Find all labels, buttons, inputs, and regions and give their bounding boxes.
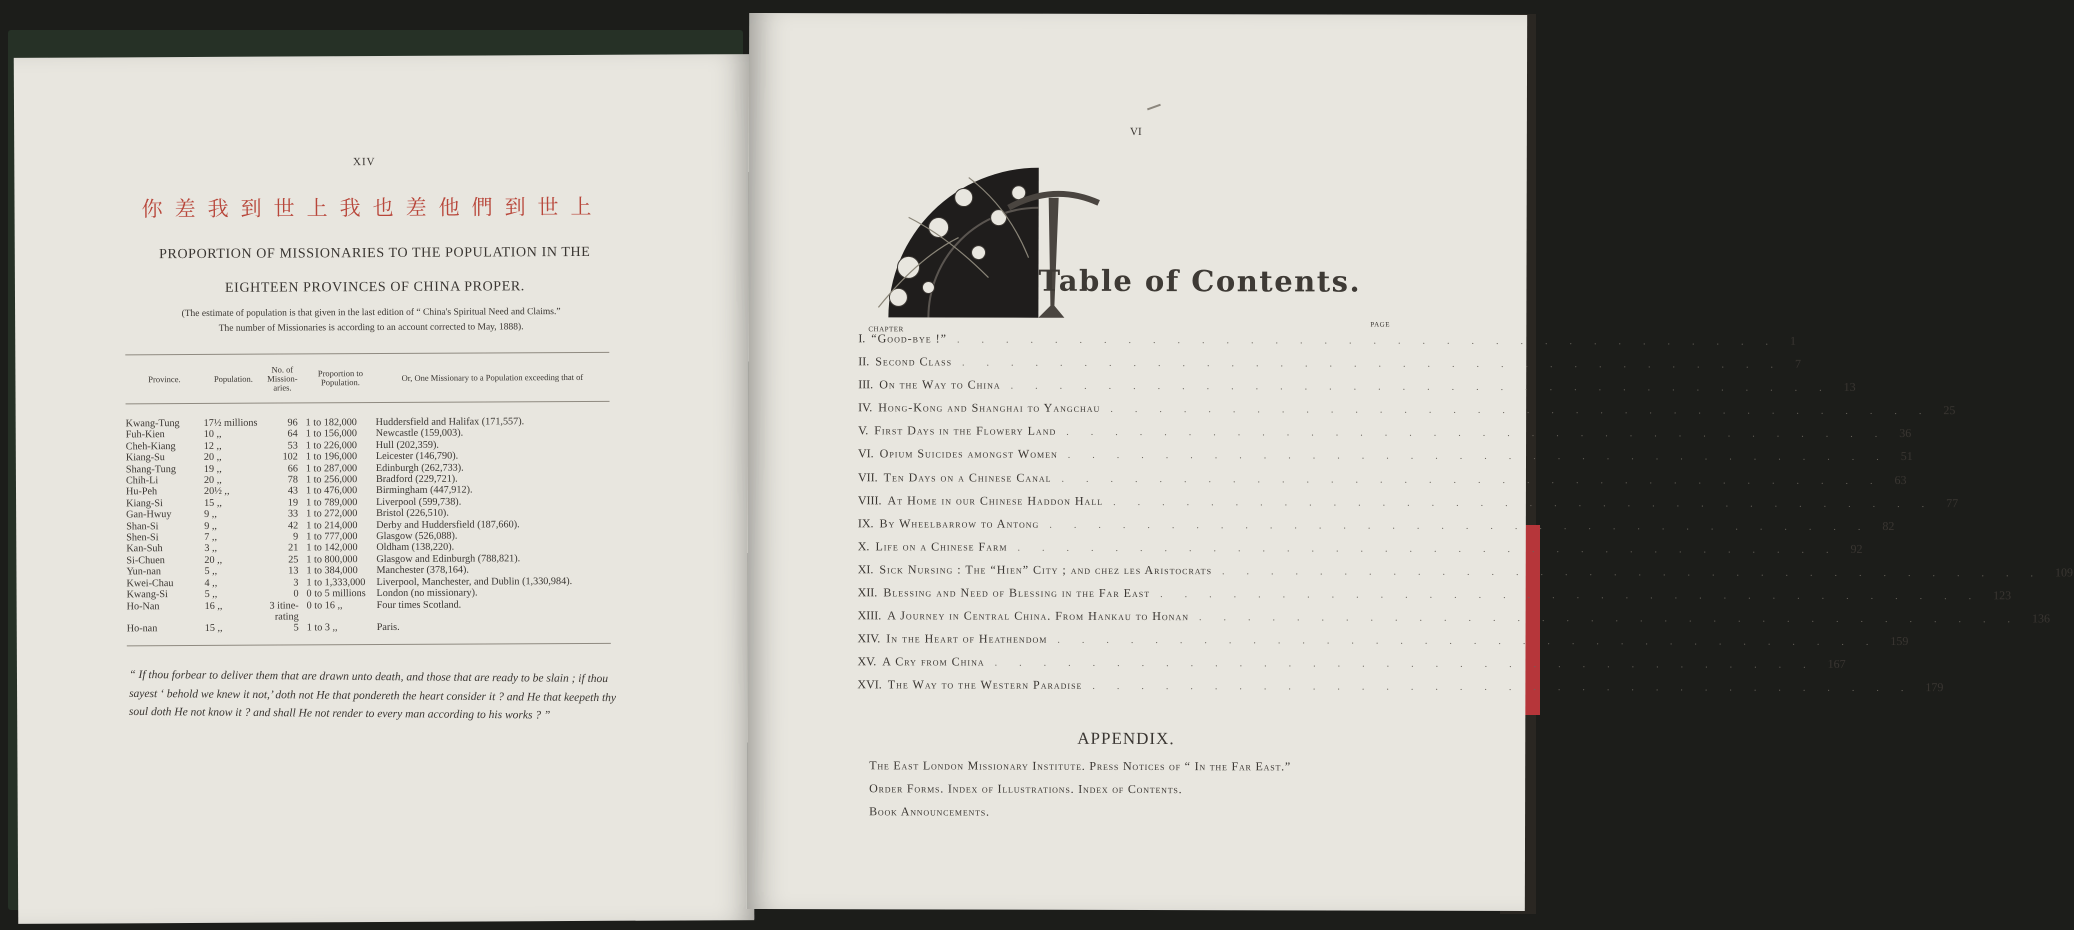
chapter-page: 77	[1946, 495, 1959, 510]
cell-proportion: 1 to 287,000	[305, 462, 358, 475]
page-number-left: XIV	[352, 156, 376, 169]
cell-comparison: Liverpool, Manchester, and Dublin (1,330,984).	[376, 575, 573, 588]
chapter-title: Hong-Kong and Shanghai to Yangchau	[878, 400, 1101, 416]
chapter-title: Life on a Chinese Farm	[875, 539, 1008, 554]
cell-province: Shang-Tung	[125, 463, 176, 475]
dot-leader: ..................................	[994, 657, 1828, 672]
dot-leader: ..................................	[1110, 404, 1944, 418]
cell-population: 9 ,,	[204, 520, 217, 532]
cell-proportion: 0 to 16 ,,	[306, 599, 343, 611]
cell-missionaries: 66	[287, 463, 298, 475]
cell-missionaries: 78	[287, 474, 298, 486]
chapter-page: 13	[1843, 380, 1856, 395]
cell-proportion: 1 to 196,000	[305, 451, 358, 463]
chapter-title: First Days in the Flowery Land	[874, 423, 1057, 439]
cell-population: 20½ ,,	[203, 486, 230, 498]
table-note-line1: (The estimate of population is that given in the last edition of “ China's Spiritual Need and Claims.”	[181, 307, 561, 320]
cell-population: 5 ,,	[204, 566, 218, 578]
toc-entry	[858, 446, 1913, 472]
cell-comparison: Four times Scotland.	[376, 599, 462, 611]
cell-proportion: 1 to 272,000	[306, 508, 358, 520]
table-note	[121, 305, 621, 338]
chapter-page: 36	[1899, 426, 1912, 441]
cell-comparison: Paris.	[376, 622, 400, 634]
cell-proportion: 0 to 5 millions	[306, 588, 366, 600]
chapter-number: VIII.	[857, 492, 882, 507]
cell-province: Kwei-Chau	[126, 577, 174, 590]
chapter-page: 7	[1795, 356, 1802, 371]
chapter-number: VII.	[857, 469, 878, 484]
dot-leader: ..................................	[1049, 519, 1883, 533]
chapter-title: Blessing and Need of Blessing in the Far East	[883, 585, 1151, 601]
cell-population: 15 ,,	[204, 497, 222, 509]
cell-province: Ho-nan	[126, 623, 158, 635]
cell-missionaries: 19	[287, 497, 299, 509]
table-rule-bottom	[127, 643, 611, 647]
cell-population: 15 ,,	[204, 623, 223, 635]
chapter-title: The Way to the Western Paradise	[887, 677, 1083, 693]
toc-entry	[857, 677, 1944, 703]
chapter-number: X.	[857, 539, 870, 554]
cell-comparison: Glasgow and Edinburgh (788,821).	[376, 553, 521, 565]
cell-missionaries: 33	[287, 508, 299, 520]
chapter-title: On the Way to China	[879, 377, 1001, 392]
chapter-title: Sick Nursing : The “Hien” City ; and chez les Aristocrats	[879, 562, 1213, 578]
cell-proportion: 1 to 476,000	[305, 485, 358, 497]
cell-proportion: 1 to 800,000	[306, 554, 358, 566]
cell-province: Chih-Li	[125, 475, 159, 487]
cell-comparison: Edinburgh (262,733).	[375, 462, 464, 474]
cell-comparison: Birmingham (447,912).	[375, 484, 473, 497]
chinese-inscription: 你差我到世上我也差他們到世上	[141, 194, 604, 222]
cell-population: 16 ,,	[204, 600, 223, 612]
cell-population: 7 ,,	[204, 531, 218, 544]
cell-comparison: Hull (202,359).	[375, 439, 439, 451]
toc-title: Table of Contents.	[1038, 263, 1362, 299]
cell-province: Kan-Suh	[126, 543, 163, 555]
cell-missionaries: 0	[293, 588, 299, 600]
cell-comparison: Bristol (226,510).	[376, 507, 449, 520]
chapter-page: 159	[1890, 634, 1909, 649]
cell-population: 20 ,,	[204, 554, 223, 566]
chapter-page: 136	[2031, 611, 2051, 626]
chapter-number: IV.	[858, 400, 873, 415]
cell-proportion: 1 to 256,000	[305, 474, 358, 486]
chapter-page: 51	[1900, 449, 1913, 464]
table-title-line1: PROPORTION OF MISSIONARIES TO THE POPULATION IN THE	[159, 244, 591, 263]
chapter-number: XIII.	[857, 608, 882, 623]
cell-comparison: London (no missionary).	[376, 587, 478, 600]
cell-proportion: 1 to 777,000	[306, 531, 358, 543]
cell-proportion: 1 to 214,000	[306, 519, 358, 532]
chapter-number: I.	[858, 331, 866, 346]
cell-province: Ho-Nan	[126, 600, 160, 612]
cell-missionaries: 3	[293, 577, 299, 589]
cell-missionaries: 64	[287, 428, 298, 440]
cell-population: 12 ,,	[203, 440, 222, 452]
cell-population: 10 ,,	[203, 429, 222, 441]
cell-proportion: 1 to 156,000	[305, 428, 357, 440]
dot-leader: ..................................	[1222, 566, 2056, 580]
cell-proportion: 1 to 384,000	[306, 565, 358, 577]
toc-entry	[858, 377, 1856, 402]
cell-province: Kiang-Si	[126, 498, 163, 510]
chapter-number: XI.	[857, 562, 874, 577]
cell-comparison: Huddersfield and Halifax (171,557).	[375, 416, 525, 429]
cell-comparison: Manchester (378,164).	[376, 564, 469, 577]
cell-proportion: 1 to 182,000	[305, 417, 357, 429]
cell-missionaries: 3 itine-rating	[269, 599, 299, 623]
chapter-number: XV.	[857, 654, 877, 669]
chapter-number: XVI.	[857, 677, 882, 692]
cell-population: 4 ,,	[204, 577, 218, 589]
cell-province: Kwang-Si	[126, 589, 168, 601]
dot-leader: ..................................	[1010, 380, 1844, 395]
cell-population: 3 ,,	[204, 543, 218, 555]
cell-province: Fuh-Kien	[125, 429, 165, 441]
toc-entry	[857, 654, 1846, 680]
chapter-page: 167	[1827, 657, 1846, 672]
dot-leader: ..................................	[1067, 450, 1901, 464]
chapter-title: A Cry from China	[882, 654, 985, 669]
missionary-table	[125, 352, 611, 646]
table-row	[127, 621, 611, 635]
toc-entry	[857, 516, 1895, 541]
cell-province: Cheh-Kiang	[125, 440, 176, 453]
dot-leader: ..................................	[1092, 681, 1926, 695]
cell-population: 9 ,,	[204, 509, 217, 521]
chapter-page: 179	[1925, 680, 1944, 695]
toc-entry	[858, 423, 1912, 449]
toc-entry	[858, 331, 1796, 356]
chapter-title: In the Heart of Heathendom	[886, 631, 1048, 646]
chapter-page: 1	[1789, 333, 1796, 348]
cell-missionaries: 13	[288, 565, 299, 577]
appendix-line-3: Book Announcements.	[869, 804, 990, 819]
cell-proportion: 1 to 1,333,000	[306, 576, 366, 589]
appendix-line-1: The East London Missionary Institute. Press Notices of “ In the Far East.”	[869, 758, 1292, 774]
cell-proportion: 1 to 3 ,,	[306, 622, 338, 634]
dot-leader: ..................................	[1113, 496, 1947, 510]
cell-population: 17½ millions	[203, 417, 258, 429]
toc-list	[857, 331, 2074, 702]
cell-population: 20 ,,	[203, 474, 222, 486]
cell-missionaries: 53	[287, 440, 298, 452]
toc-entry	[857, 631, 1909, 656]
cell-province: Hu-Peh	[125, 486, 158, 498]
header-missionaries: No. of Mission-aries.	[267, 363, 298, 393]
cell-comparison: Liverpool (599,738).	[376, 496, 462, 508]
chapter-title: Second Class	[875, 354, 953, 369]
chapter-page: 123	[1993, 588, 2012, 603]
cell-province: Si-Chuen	[126, 555, 165, 567]
chapter-title: By Wheelbarrow to Antong	[879, 516, 1040, 531]
cell-province: Kwang-Tung	[125, 418, 180, 430]
right-page	[747, 13, 2074, 911]
chapter-number: II.	[858, 354, 870, 369]
cell-comparison: Oldham (138,220).	[376, 542, 455, 554]
toc-entry	[857, 608, 2051, 633]
cell-province: Shen-Si	[126, 532, 159, 544]
chapter-page: 82	[1882, 518, 1895, 533]
chapter-number: V.	[858, 423, 869, 438]
cell-proportion: 1 to 789,000	[306, 496, 358, 509]
chapter-column-header: CHAPTER	[868, 325, 904, 334]
toc-entry	[857, 585, 2012, 610]
chapter-number: XIV.	[857, 631, 881, 646]
cell-province: Shan-Si	[126, 520, 159, 533]
header-proportion: Proportion to Population.	[317, 368, 363, 388]
cell-missionaries: 43	[287, 485, 299, 497]
dot-leader: ..................................	[1057, 635, 1891, 649]
cell-province: Kiang-Su	[125, 452, 165, 464]
cell-population: 20 ,,	[203, 452, 222, 464]
dot-leader: ..................................	[1066, 427, 1900, 441]
cell-proportion: 1 to 142,000	[306, 542, 358, 554]
table-note-line2: The number of Missionaries is according to an account corrected to May, 1888).	[218, 322, 524, 334]
dot-leader: ..................................	[1061, 473, 1895, 487]
cell-comparison: Leicester (146,790).	[375, 450, 459, 463]
scripture-quote: “ If thou forbear to deliver them that are drawn unto death, and those that are ready to be slain ; if thou sayest ‘ behold we knew it not,’ doth not He that pondereth the heart consider it ? and He that keepeth thy soul doth He not know it ? and shall He not render to every man according to his works ? ”	[128, 668, 617, 722]
cell-missionaries: 5	[293, 622, 299, 634]
chapter-page: 63	[1894, 472, 1907, 487]
cell-missionaries: 25	[288, 554, 299, 566]
cell-population: 5 ,,	[204, 588, 218, 601]
cell-missionaries: 21	[288, 542, 299, 554]
chapter-title: A Journey in Central China. From Hankau to Honan	[887, 608, 1190, 624]
toc-entry	[857, 492, 1959, 518]
chapter-number: VI.	[858, 446, 874, 461]
header-comparison: Or, One Missionary to a Population exceeding that of	[401, 371, 584, 383]
chapter-title: “Good-bye !”	[871, 331, 947, 346]
table-body	[126, 416, 611, 635]
chapter-number: XII.	[857, 585, 878, 600]
chapter-number: III.	[858, 377, 874, 392]
cell-province: Yun-nan	[126, 566, 161, 578]
chapter-page: 109	[2055, 565, 2074, 580]
table-header	[125, 353, 609, 404]
cell-proportion: 1 to 226,000	[305, 439, 358, 452]
chapter-title: At Home in our Chinese Haddon Hall	[887, 493, 1104, 508]
chapter-title: Opium Suicides amongst Women	[879, 446, 1058, 462]
cell-missionaries: 102	[282, 451, 298, 463]
toc-entry	[857, 469, 1907, 495]
cell-comparison: Bradford (229,721).	[375, 473, 458, 486]
chapter-page: 25	[1943, 403, 1956, 418]
toc-entry	[858, 400, 1956, 426]
chapter-page: 92	[1850, 541, 1863, 556]
table-title-line2: EIGHTEEN PROVINCES OF CHINA PROPER.	[224, 279, 525, 296]
dot-leader: ..................................	[1160, 589, 1994, 603]
page-column-header: PAGE	[1370, 320, 1391, 329]
cell-comparison: Derby and Huddersfield (187,660).	[376, 518, 520, 531]
chapter-number: IX.	[857, 516, 874, 531]
dot-leader: ..................................	[1017, 542, 1851, 556]
cell-comparison: Glasgow (526,088).	[376, 530, 458, 543]
table-row	[127, 598, 611, 623]
appendix-line-2: Order Forms. Index of Illustrations. Index of Contents.	[869, 781, 1183, 797]
left-page	[14, 54, 755, 924]
toc-entry	[857, 562, 2074, 587]
ink-mark	[1147, 104, 1161, 111]
floral-fan-illustration	[868, 157, 1108, 328]
cell-missionaries: 42	[287, 520, 299, 532]
header-province: Province.	[148, 373, 181, 384]
cell-missionaries: 96	[287, 417, 298, 429]
cell-province: Gan-Hwuy	[126, 509, 172, 521]
page-number-right: VI	[1130, 125, 1142, 139]
dot-leader: ..................................	[962, 357, 1796, 371]
dot-leader: ..................................	[1198, 612, 2033, 626]
header-population: Population.	[213, 373, 253, 384]
toc-entry	[857, 539, 1863, 564]
chapter-title: Ten Days on a Chinese Canal	[883, 469, 1052, 485]
cell-population: 19 ,,	[203, 463, 222, 475]
appendix-title: APPENDIX.	[1077, 728, 1175, 749]
cell-comparison: Newcastle (159,003).	[375, 427, 464, 440]
cell-missionaries: 9	[293, 531, 299, 543]
toc-entry	[858, 354, 1802, 379]
dot-leader: ..................................	[956, 334, 1790, 348]
